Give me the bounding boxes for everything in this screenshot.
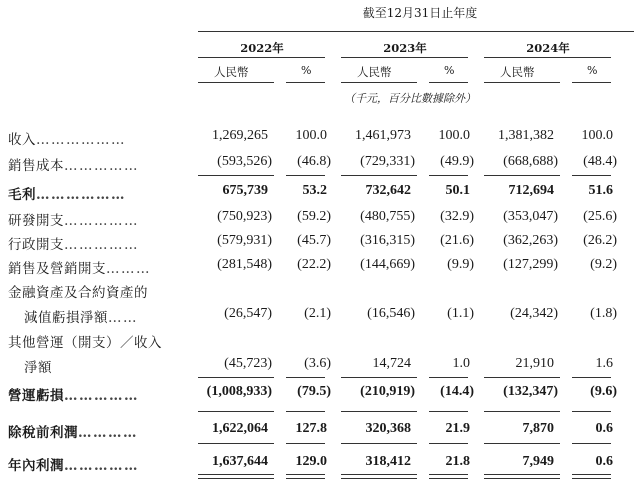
- cell-selling-2024: (127,299): [503, 257, 558, 272]
- cell-cost-2023-pct: (49.9): [440, 154, 474, 169]
- percent-2022-rule: [286, 82, 325, 83]
- cell-rd-2024: (353,047): [503, 209, 558, 224]
- cell-op-loss-2024-pct: (9.6): [590, 384, 617, 399]
- row-label-impairment-line1: 金融資產及合約資產的: [8, 285, 148, 301]
- cell-selling-2023-pct: (9.9): [447, 257, 474, 272]
- subtotal-rule: [572, 377, 611, 378]
- cell-selling-2024-pct: (9.2): [590, 257, 617, 272]
- cell-pfy-2023-pct: 21.8: [445, 454, 470, 469]
- cell-cost-2022: (593,526): [217, 154, 272, 169]
- subtotal-rule: [429, 175, 468, 176]
- cell-cost-2024: (668,688): [503, 154, 558, 169]
- subtotal-rule: [286, 411, 325, 412]
- cell-revenue-2023: 1,461,973: [355, 128, 411, 143]
- cell-pfy-2022: 1,637,644: [212, 454, 268, 469]
- cell-gross-2023: 732,642: [365, 183, 411, 198]
- cell-revenue-2022: 1,269,265: [212, 128, 268, 143]
- cell-selling-2023: (144,669): [360, 257, 415, 272]
- total-double-rule: [198, 474, 274, 479]
- unit-note: （千元，百分比數據除外）: [344, 92, 476, 105]
- cell-gross-2024-pct: 51.6: [588, 183, 613, 198]
- total-double-rule: [341, 474, 417, 479]
- subtotal-rule: [286, 175, 325, 176]
- cell-other-ops-2023-pct: 1.0: [452, 356, 470, 371]
- row-label-selling-expenses: 銷售及營銷開支………: [8, 261, 151, 277]
- total-double-rule: [286, 474, 325, 479]
- subtotal-rule: [484, 377, 560, 378]
- cell-pbt-2024: 7,870: [522, 421, 554, 436]
- cell-impairment-2024-pct: (1.8): [590, 306, 617, 321]
- percent-2024-rule: [572, 82, 611, 83]
- cell-op-loss-2022: (1,008,933): [206, 384, 272, 399]
- header-rule: [198, 31, 634, 32]
- total-double-rule: [572, 474, 611, 479]
- subtotal-rule: [341, 175, 417, 176]
- subtotal-rule: [572, 443, 611, 444]
- cell-admin-2022: (579,931): [217, 233, 272, 248]
- cell-op-loss-2023-pct: (14.4): [440, 384, 474, 399]
- row-label-cost-of-sales: 銷售成本……………: [8, 158, 139, 174]
- cell-cost-2024-pct: (48.4): [583, 154, 617, 169]
- cell-impairment-2022: (26,547): [224, 306, 272, 321]
- cell-pbt-2023-pct: 21.9: [445, 421, 470, 436]
- year-2024-rule: [484, 57, 611, 58]
- period-header: 截至12月31日止年度: [362, 6, 478, 20]
- percent-2024: %: [587, 64, 598, 77]
- row-label-profit-before-tax: 除稅前利潤…………: [8, 425, 138, 441]
- percent-2022: %: [301, 64, 312, 77]
- cell-admin-2023-pct: (21.6): [440, 233, 474, 248]
- cell-other-ops-2022: (45,723): [224, 356, 272, 371]
- subtotal-rule: [572, 175, 611, 176]
- cell-impairment-2023: (16,546): [367, 306, 415, 321]
- year-2023: 2023年: [383, 41, 427, 55]
- cell-pfy-2023: 318,412: [365, 454, 411, 469]
- subtotal-rule: [198, 175, 274, 176]
- row-label-admin-expenses: 行政開支……………: [8, 237, 139, 253]
- row-label-impairment-line2: 減值虧損淨額……: [24, 310, 138, 326]
- row-label-operating-loss: 營運虧損……………: [8, 388, 139, 404]
- currency-2023-rule: [341, 82, 417, 83]
- subtotal-rule: [198, 443, 274, 444]
- subtotal-rule: [429, 377, 468, 378]
- total-double-rule: [484, 474, 560, 479]
- cell-other-ops-2024-pct: 1.6: [595, 356, 613, 371]
- cell-rd-2023: (480,755): [360, 209, 415, 224]
- cell-admin-2024-pct: (26.2): [583, 233, 617, 248]
- percent-2023-rule: [429, 82, 468, 83]
- subtotal-rule: [429, 443, 468, 444]
- cell-revenue-2024: 1,381,382: [498, 128, 554, 143]
- subtotal-rule: [484, 175, 560, 176]
- currency-2024-rule: [484, 82, 560, 83]
- subtotal-rule: [429, 411, 468, 412]
- year-2022: 2022年: [240, 41, 284, 55]
- cell-rd-2022-pct: (59.2): [297, 209, 331, 224]
- cell-gross-2022-pct: 53.2: [302, 183, 327, 198]
- cell-revenue-2023-pct: 100.0: [438, 128, 470, 143]
- year-2024: 2024年: [526, 41, 570, 55]
- cell-op-loss-2023: (210,919): [360, 384, 415, 399]
- cell-pfy-2024: 7,949: [522, 454, 554, 469]
- cell-pfy-2022-pct: 129.0: [295, 454, 327, 469]
- row-label-other-ops-line2: 淨額: [24, 360, 52, 376]
- total-double-rule: [429, 474, 468, 479]
- cell-other-ops-2024: 21,910: [515, 356, 554, 371]
- cell-revenue-2022-pct: 100.0: [295, 128, 327, 143]
- year-2023-rule: [341, 57, 468, 58]
- row-label-other-ops-line1: 其他營運（開支）／收入: [8, 335, 162, 351]
- row-label-profit-for-year: 年內利潤……………: [8, 458, 139, 474]
- cell-admin-2022-pct: (45.7): [297, 233, 331, 248]
- cell-other-ops-2022-pct: (3.6): [304, 356, 331, 371]
- cell-cost-2023: (729,331): [360, 154, 415, 169]
- cell-pfy-2024-pct: 0.6: [595, 454, 613, 469]
- cell-rd-2023-pct: (32.9): [440, 209, 474, 224]
- subtotal-rule: [198, 411, 274, 412]
- subtotal-rule: [341, 411, 417, 412]
- row-label-gross-profit: 毛利………………: [8, 187, 126, 203]
- subtotal-rule: [286, 443, 325, 444]
- subtotal-rule: [341, 443, 417, 444]
- cell-selling-2022: (281,548): [217, 257, 272, 272]
- subtotal-rule: [341, 377, 417, 378]
- row-label-revenue: 收入………………: [8, 132, 126, 148]
- subtotal-rule: [484, 411, 560, 412]
- cell-rd-2024-pct: (25.6): [583, 209, 617, 224]
- cell-revenue-2024-pct: 100.0: [581, 128, 613, 143]
- cell-admin-2023: (316,315): [360, 233, 415, 248]
- subtotal-rule: [484, 443, 560, 444]
- cell-op-loss-2022-pct: (79.5): [297, 384, 331, 399]
- currency-2024: 人民幣: [500, 65, 535, 79]
- cell-impairment-2022-pct: (2.1): [304, 306, 331, 321]
- cell-pbt-2023: 320,368: [365, 421, 411, 436]
- currency-2022: 人民幣: [214, 65, 249, 79]
- cell-cost-2022-pct: (46.8): [297, 154, 331, 169]
- cell-pbt-2024-pct: 0.6: [595, 421, 613, 436]
- cell-gross-2023-pct: 50.1: [445, 183, 470, 198]
- year-2022-rule: [198, 57, 325, 58]
- currency-2022-rule: [198, 82, 274, 83]
- cell-impairment-2023-pct: (1.1): [447, 306, 474, 321]
- row-label-rd-expenses: 研發開支……………: [8, 213, 139, 229]
- cell-rd-2022: (750,923): [217, 209, 272, 224]
- cell-op-loss-2024: (132,347): [503, 384, 558, 399]
- cell-impairment-2024: (24,342): [510, 306, 558, 321]
- subtotal-rule: [198, 377, 274, 378]
- cell-pbt-2022-pct: 127.8: [295, 421, 327, 436]
- cell-pbt-2022: 1,622,064: [212, 421, 268, 436]
- cell-other-ops-2023: 14,724: [372, 356, 411, 371]
- currency-2023: 人民幣: [357, 65, 392, 79]
- cell-selling-2022-pct: (22.2): [297, 257, 331, 272]
- cell-admin-2024: (362,263): [503, 233, 558, 248]
- subtotal-rule: [572, 411, 611, 412]
- subtotal-rule: [286, 377, 325, 378]
- cell-gross-2022: 675,739: [222, 183, 268, 198]
- cell-gross-2024: 712,694: [508, 183, 554, 198]
- percent-2023: %: [444, 64, 455, 77]
